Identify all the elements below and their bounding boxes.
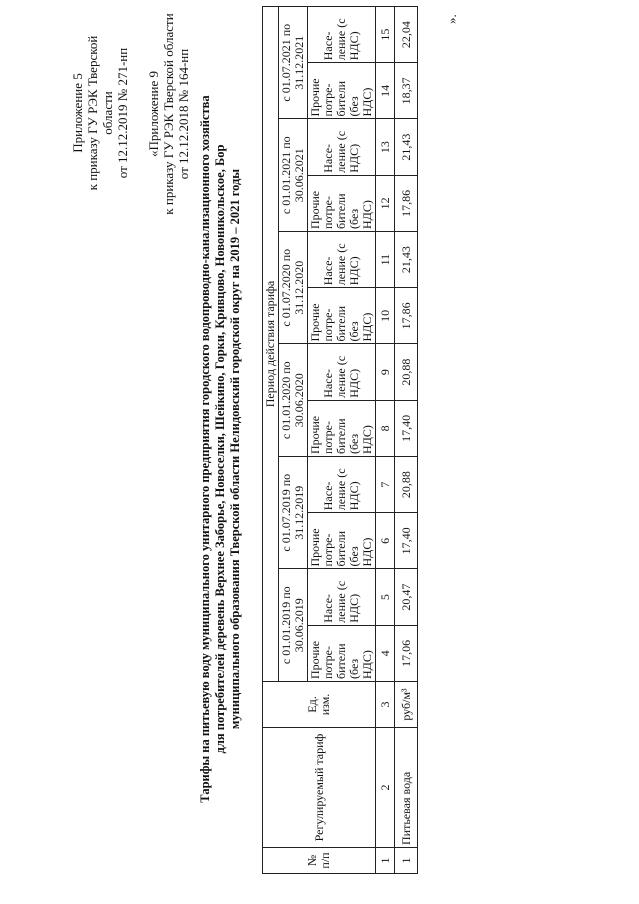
colnum-9: 9 bbox=[376, 344, 395, 400]
value-2: 20,47 bbox=[395, 569, 418, 625]
sub-other-4: Прочие потре-бители (без НДС) bbox=[308, 288, 376, 344]
period-2: с 01.07.2019 по 31.12.2019 bbox=[279, 457, 308, 570]
sub-pop-1: Насе-ление (с НДС) bbox=[308, 569, 376, 625]
sub-pop-4: Насе-ление (с НДС) bbox=[308, 232, 376, 288]
sub-pop-6: Насе-ление (с НДС) bbox=[308, 7, 376, 63]
value-3: 17,40 bbox=[395, 513, 418, 569]
period-3: с 01.01.2020 по 30.06.2020 bbox=[279, 344, 308, 457]
colnum-15: 15 bbox=[376, 7, 395, 63]
sub-pop-2: Насе-ление (с НДС) bbox=[308, 457, 376, 513]
title-line2: для потребителей деревень Верхнее Заборье, Новоселки, Шейкино, Горки, Кривцово, Новоникольское, Бор bbox=[213, 144, 227, 754]
sub-other-1: Прочие потре-бители (без НДС) bbox=[308, 625, 376, 681]
value-8: 21,43 bbox=[395, 232, 418, 288]
colnum-14: 14 bbox=[376, 63, 395, 119]
sub-other-6: Прочие потре-бители (без НДС) bbox=[308, 63, 376, 119]
colnum-13: 13 bbox=[376, 119, 395, 175]
colnum-8: 8 bbox=[376, 400, 395, 456]
appendix-5-header bbox=[70, 28, 130, 198]
appendix-5-line3: от 12.12.2019 № 271-нп bbox=[115, 47, 130, 179]
title-line1: Тарифы на питьевую воду муниципального унитарного предприятия городского водопроводно-канализационного хозяйства bbox=[198, 95, 212, 803]
colnum-10: 10 bbox=[376, 288, 395, 344]
period-4: с 01.07.2020 по 31.12.2020 bbox=[279, 232, 308, 345]
appendix-9-line2: к приказу ГУ РЭК Тверской области bbox=[161, 13, 176, 215]
closing-quote: ». bbox=[444, 14, 459, 24]
header-no: № п/п bbox=[263, 848, 376, 874]
colnum-12: 12 bbox=[376, 175, 395, 231]
sub-pop-5: Насе-ление (с НДС) bbox=[308, 119, 376, 175]
row-no: 1 bbox=[395, 848, 418, 874]
colnum-6: 6 bbox=[376, 513, 395, 569]
colnum-1: 1 bbox=[376, 848, 395, 874]
value-11: 18,37 bbox=[395, 63, 418, 119]
sub-other-5: Прочие потре-бители (без НДС) bbox=[308, 175, 376, 231]
value-10: 21,43 bbox=[395, 119, 418, 175]
appendix-9-header bbox=[146, 4, 191, 224]
period-6: с 01.07.2021 по 31.12.2021 bbox=[279, 7, 308, 120]
period-1: с 01.01.2019 по 30.06.2019 bbox=[279, 569, 308, 682]
column-numbers-row bbox=[376, 7, 395, 874]
appendix-9-line3: от 12.12.2018 № 164-нп bbox=[176, 48, 191, 180]
value-4: 20,88 bbox=[395, 457, 418, 513]
sub-other-2: Прочие потре-бители (без НДС) bbox=[308, 513, 376, 569]
value-6: 20,88 bbox=[395, 344, 418, 400]
colnum-11: 11 bbox=[376, 232, 395, 288]
colnum-2: 2 bbox=[376, 728, 395, 848]
header-tariff: Регулируемый тариф bbox=[263, 728, 376, 848]
appendix-5-line2: к приказу ГУ РЭК Тверской области bbox=[85, 35, 115, 191]
colnum-3: 3 bbox=[376, 682, 395, 728]
sub-pop-3: Насе-ление (с НДС) bbox=[308, 344, 376, 400]
table-row bbox=[395, 7, 418, 874]
value-12: 22,04 bbox=[395, 7, 418, 63]
header-unit: Ед. изм. bbox=[263, 682, 376, 728]
value-9: 17,86 bbox=[395, 175, 418, 231]
period-5: с 01.01.2021 по 30.06.2021 bbox=[279, 119, 308, 232]
document-title bbox=[198, 54, 243, 844]
value-7: 17,86 bbox=[395, 288, 418, 344]
row-tariff: Питьевая вода bbox=[395, 728, 418, 848]
value-5: 17,40 bbox=[395, 400, 418, 456]
tariff-table bbox=[262, 6, 418, 874]
value-1: 17,06 bbox=[395, 625, 418, 681]
sub-other-3: Прочие потре-бители (без НДС) bbox=[308, 400, 376, 456]
colnum-5: 5 bbox=[376, 569, 395, 625]
appendix-5-line1: Приложение 5 bbox=[70, 73, 85, 153]
appendix-9-line1: «Приложение 9 bbox=[146, 70, 161, 158]
row-unit: руб/м³ bbox=[395, 682, 418, 728]
header-period: Период действия тарифа bbox=[263, 7, 279, 682]
colnum-4: 4 bbox=[376, 625, 395, 681]
title-line3: муниципального образования Тверской области Нелидовский городской округ на 2019 – 2021 годы bbox=[228, 168, 242, 730]
colnum-7: 7 bbox=[376, 457, 395, 513]
